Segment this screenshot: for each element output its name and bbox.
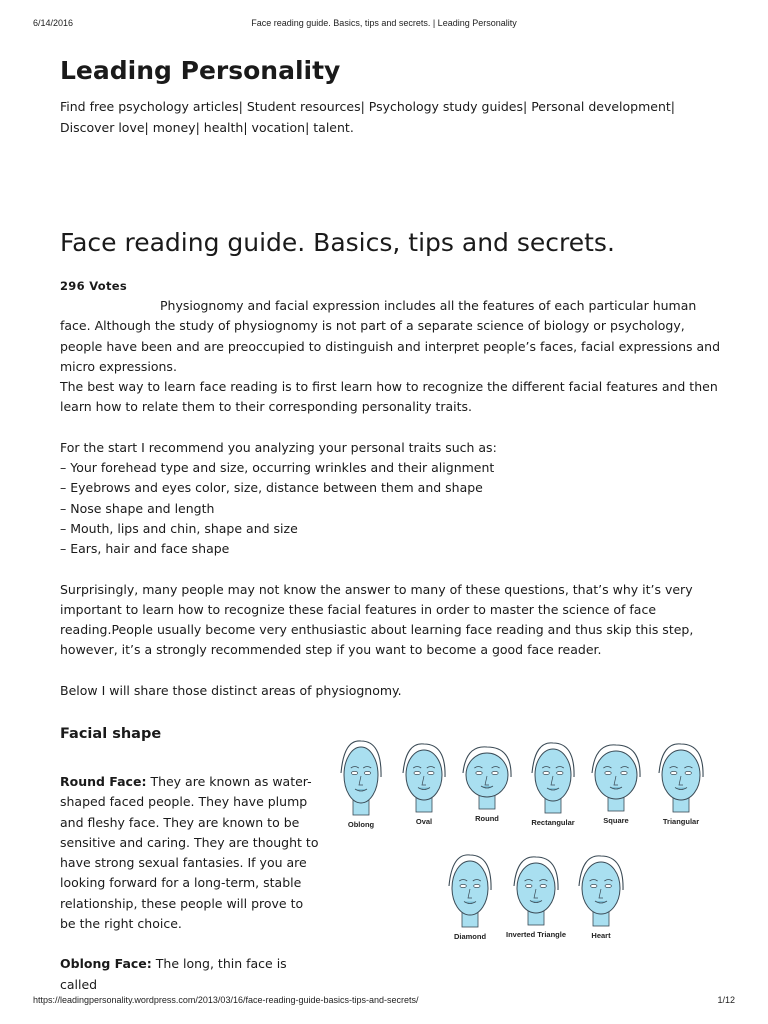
round-face-paragraph: Round Face: They are known as water-shaped faced people. They have plump and fleshy face. They are known to be sensitive and caring. They are thought to have strong sexual fantasies. If you are looking forward for a long-term, stable relationship, these people will prove to be the right choice. — [60, 774, 319, 932]
list-intro: For the start I recommend you analyzing your personal traits such as: — [60, 439, 497, 455]
list-item: – Nose shape and length — [60, 500, 215, 516]
print-date: 6/14/2016 — [33, 18, 74, 28]
nav-link-talent[interactable]: talent. — [313, 120, 354, 135]
nav-link-study-guides[interactable]: Psychology study guides| — [368, 99, 528, 114]
nav-link-psychology-articles[interactable]: Find free psychology articles| — [60, 99, 243, 114]
intro-paragraph-2: The best way to learn face reading is to first learn how to recognize the different facial features and then learn how to relate them to their corresponding personality traits. — [60, 379, 718, 415]
surprise-paragraph: Surprisingly, many people may not know the answer to many of these questions, that’s why it’s very important to learn how to recognize these facial features in order to master the science of face reading.People usually become very enthusiastic about learning face reading and thus skip this step, however, it’s a strongly recommended step if you want to become a good face reader. — [60, 581, 694, 658]
site-tagline — [60, 96, 700, 138]
nav-link-student-resources[interactable]: Student resources| — [246, 99, 365, 114]
round-face-label: Round Face: — [60, 774, 147, 789]
face-oblong — [341, 741, 381, 829]
site-header — [60, 52, 720, 138]
nav-link-vocation[interactable]: vocation| — [251, 120, 310, 135]
face-label: Diamond — [453, 932, 487, 941]
nav-link-health[interactable]: health| — [203, 120, 248, 135]
list-item: – Ears, hair and face shape — [60, 541, 230, 557]
oblong-face-paragraph: Oblong Face: The long, thin face is called — [60, 956, 287, 992]
face-inverted-triangle — [506, 857, 566, 939]
face-label: Round — [475, 814, 499, 823]
site-title[interactable]: Leading Personality — [60, 56, 341, 85]
list-item: – Eyebrows and eyes color, size, distance between them and shape — [60, 480, 483, 496]
face-label: Square — [603, 816, 629, 825]
face-diamond — [449, 855, 491, 941]
list-item: – Your forehead type and size, occurring wrinkles and their alignment — [60, 460, 495, 476]
face-label: Rectangular — [531, 818, 575, 827]
face-label: Oval — [415, 817, 433, 826]
face-heart — [579, 856, 623, 940]
face-rectangular — [531, 743, 574, 827]
nav-link-love[interactable]: Discover love| — [60, 120, 149, 135]
face-label: Oblong — [347, 820, 375, 829]
face-triangular — [659, 744, 703, 826]
below-paragraph: Below I will share those distinct areas of physiognomy. — [60, 682, 402, 698]
print-page-number: 1/12 — [717, 995, 735, 1005]
face-label: Inverted Triangle — [505, 930, 567, 939]
face-oval — [403, 744, 445, 826]
face-label: Triangular — [662, 817, 700, 826]
face-shapes-illustration — [333, 735, 711, 965]
print-url: https://leadingpersonality.wordpress.com/2013/03/16/face-reading-guide-basics-tips-and-secrets/ — [33, 995, 419, 1005]
face-square — [592, 745, 640, 825]
list-item: – Mouth, lips and chin, shape and size — [60, 520, 298, 536]
nav-link-money[interactable]: money| — [152, 120, 200, 135]
section-heading-facial-shape: Facial shape — [60, 726, 162, 742]
nav-link-personal-development[interactable]: Personal development| — [531, 99, 675, 114]
face-round — [463, 747, 511, 823]
post-body — [60, 296, 720, 701]
oblong-face-label: Oblong Face: — [60, 956, 152, 972]
print-page-title: Face reading guide. Basics, tips and secrets. | Leading Personality — [251, 18, 517, 28]
facial-shape-text — [60, 772, 320, 995]
vote-count: 296 Votes — [60, 279, 128, 293]
face-label: Heart — [591, 931, 611, 940]
intro-paragraph: Physiognomy and facial expression includes all the features of each particular human face. Although the study of physiognomy is not part of a separate science of biology or psychology, people have been and are preoccupied to distinguish and interpret people’s faces, facial expressions and micro expressions. — [60, 298, 720, 374]
post-title: Face reading guide. Basics, tips and secrets. — [60, 228, 615, 257]
